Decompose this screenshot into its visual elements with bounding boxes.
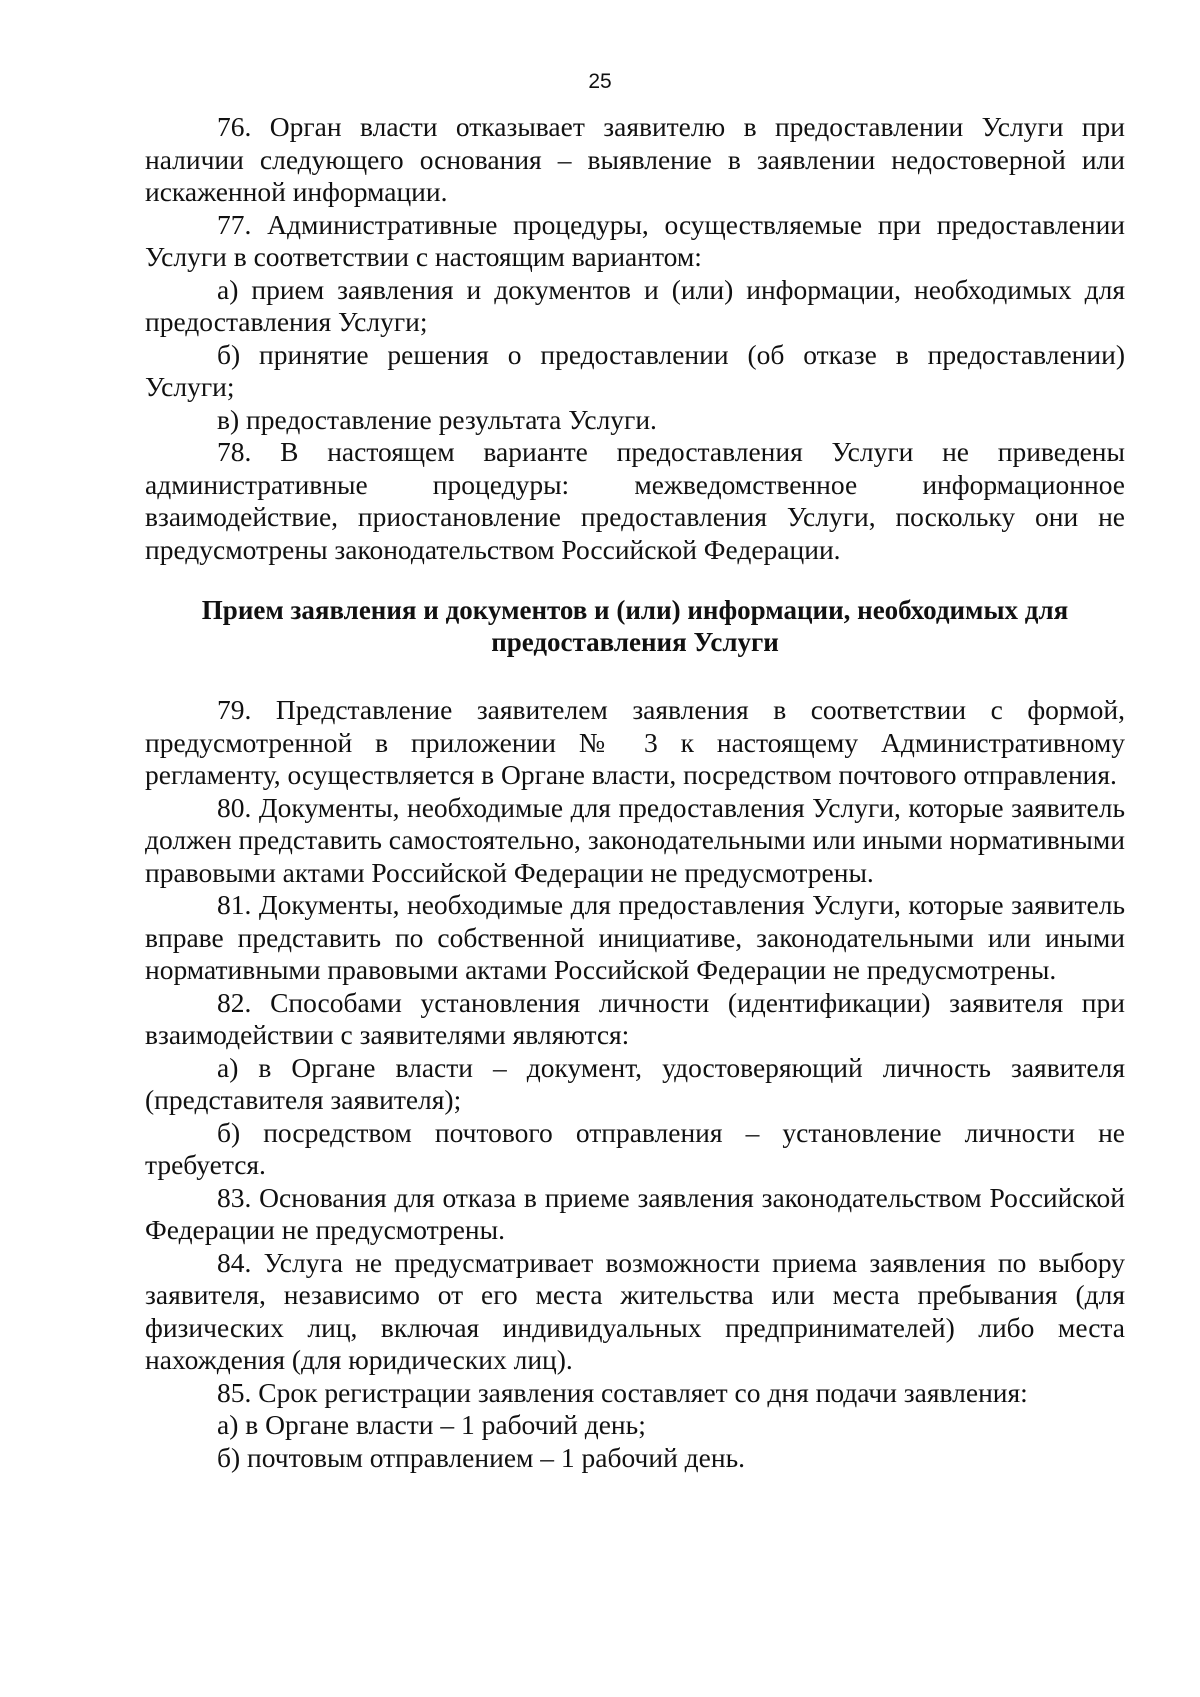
paragraph-82-b: б) посредством почтового отправления – установление личности не требуется.: [145, 1116, 1125, 1180]
paragraph-82-a: а) в Органе власти – документ, удостоверяющий личность заявителя (представителя заявителя);: [145, 1051, 1125, 1115]
paragraph-80: 80. Документы, необходимые для предоставления Услуги, которые заявитель должен представить самостоятельно, законодательными или иными нормативными правовыми актами Российской Федерации не предусмотрены.: [145, 791, 1125, 888]
paragraph-82: 82. Способами установления личности (идентификации) заявителя при взаимодействии с заявителями являются:: [145, 986, 1125, 1050]
paragraph-83: 83. Основания для отказа в приеме заявления законодательством Российской Федерации не предусмотрены.: [145, 1181, 1125, 1245]
paragraph-84: 84. Услуга не предусматривает возможности приема заявления по выбору заявителя, независимо от его места жительства или места пребывания (для физических лиц, включая индивидуальных предпринимателей) либо места нахождения (для юридических лиц).: [145, 1246, 1125, 1375]
paragraph-77-b: б) принятие решения о предоставлении (об отказе в предоставлении) Услуги;: [145, 338, 1125, 402]
paragraph-77-c: в) предоставление результата Услуги.: [217, 403, 657, 435]
paragraph-85-b: б) почтовым отправлением – 1 рабочий день.: [217, 1441, 746, 1473]
paragraph-85-a: а) в Органе власти – 1 рабочий день;: [217, 1409, 646, 1440]
document-body: [145, 111, 1125, 1474]
paragraph-77-a: а) прием заявления и документов и (или) информации, необходимых для предоставления Услуги;: [145, 273, 1125, 337]
paragraph-77: 77. Административные процедуры, осуществляемые при предоставлении Услуги в соответствии с настоящим вариантом:: [145, 208, 1125, 272]
paragraph-79: 79. Представление заявителем заявления в соответствии с формой, предусмотренной в приложении № 3 к настоящему Административному регламенту, осуществляется в Органе власти, посредством почтового отправления.: [145, 694, 1125, 790]
section-heading: Прием заявления и документов и (или) информации, необходимых для предоставления Услуги: [201, 595, 1069, 657]
paragraph-78: 78. В настоящем варианте предоставления Услуги не приведены административные процедуры: межведомственное информационное взаимодействие, приостановление предоставления Услуги, поскольку они не предусмотрены законодательством Российской Федерации.: [145, 436, 1125, 565]
page-number: 25: [588, 70, 612, 93]
paragraph-85: 85. Срок регистрации заявления составляет со дня подачи заявления:: [217, 1376, 1028, 1408]
paragraph-76: 76. Орган власти отказывает заявителю в предоставлении Услуги при наличии следующего основания – выявление в заявлении недостоверной или искаженной информации.: [145, 111, 1125, 207]
paragraph-81: 81. Документы, необходимые для предоставления Услуги, которые заявитель вправе представить по собственной инициативе, законодательными или иными нормативными правовыми актами Российской Федерации не предусмотрены.: [145, 889, 1125, 985]
